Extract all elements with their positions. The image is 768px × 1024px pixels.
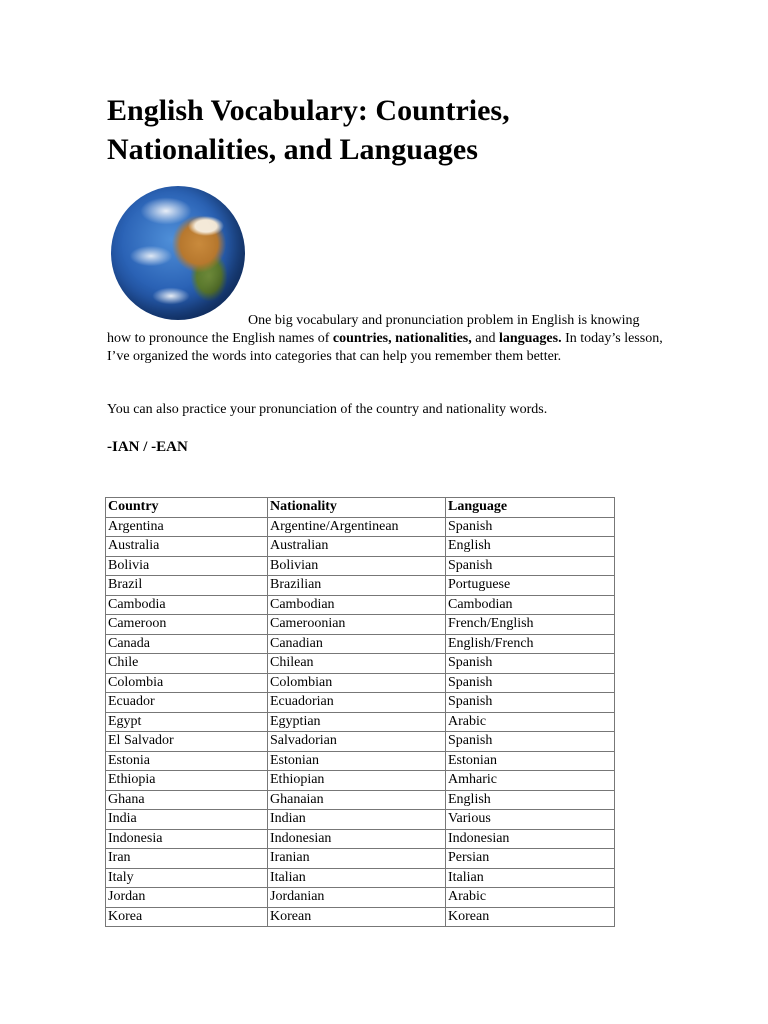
cell-country: Estonia (106, 751, 268, 771)
page-title: English Vocabulary: Countries, Nationalities, and Languages (107, 94, 510, 166)
table-row (106, 615, 615, 635)
cell-nationality: Ghanaian (268, 790, 446, 810)
cell-country: Jordan (106, 888, 268, 908)
table-row (106, 888, 615, 908)
cell-nationality: Brazilian (268, 576, 446, 596)
cell-country: El Salvador (106, 732, 268, 752)
cell-nationality: Indian (268, 810, 446, 830)
table-row (106, 556, 615, 576)
cell-nationality: Ethiopian (268, 771, 446, 791)
intro-paragraph (107, 312, 667, 366)
table-row (106, 751, 615, 771)
table-row (106, 810, 615, 830)
intro-text-1: One big vocabulary and pronunciation problem in English is knowing how to pronounce the English names of (107, 313, 640, 346)
cell-language: Cambodian (446, 595, 615, 615)
cell-nationality: Egyptian (268, 712, 446, 732)
cell-language: Amharic (446, 771, 615, 791)
vocabulary-table (105, 497, 615, 927)
cell-country: Egypt (106, 712, 268, 732)
table-header-row (106, 498, 615, 518)
cell-nationality: Korean (268, 907, 446, 927)
cell-country: Ecuador (106, 693, 268, 713)
cell-language: Korean (446, 907, 615, 927)
cell-country: Colombia (106, 673, 268, 693)
cell-country: Cameroon (106, 615, 268, 635)
cell-language: Spanish (446, 654, 615, 674)
table-row (106, 693, 615, 713)
cell-nationality: Estonian (268, 751, 446, 771)
cell-nationality: Bolivian (268, 556, 446, 576)
table-row (106, 517, 615, 537)
intro-text-3: In today’s lesson, I’ve organized the words into categories that can help you remember them better. (107, 331, 663, 364)
cell-nationality: Cameroonian (268, 615, 446, 635)
cell-nationality: Jordanian (268, 888, 446, 908)
cell-language: Italian (446, 868, 615, 888)
intro-bold-2: languages. (498, 331, 562, 346)
table-row (106, 771, 615, 791)
section-heading: -IAN / -EAN (107, 439, 188, 455)
cell-language: Arabic (446, 888, 615, 908)
table-row (106, 634, 615, 654)
cell-country: Argentina (106, 517, 268, 537)
cell-country: Brazil (106, 576, 268, 596)
cell-language: English (446, 537, 615, 557)
cell-country: Korea (106, 907, 268, 927)
table-row (106, 849, 615, 869)
cell-language: French/English (446, 615, 615, 635)
cell-language: Portuguese (446, 576, 615, 596)
intro-text-2: and (471, 331, 499, 346)
table-row (106, 537, 615, 557)
cell-country: Indonesia (106, 829, 268, 849)
cell-country: Italy (106, 868, 268, 888)
table-row (106, 732, 615, 752)
cell-country: Ghana (106, 790, 268, 810)
cell-nationality: Canadian (268, 634, 446, 654)
cell-country: Iran (106, 849, 268, 869)
cell-country: Australia (106, 537, 268, 557)
cell-language: Estonian (446, 751, 615, 771)
cell-country: Bolivia (106, 556, 268, 576)
cell-nationality: Ecuadorian (268, 693, 446, 713)
table-row (106, 654, 615, 674)
cell-country: Chile (106, 654, 268, 674)
practice-paragraph: You can also practice your pronunciation of the country and nationality words. (107, 402, 548, 417)
header-country: Country (106, 498, 268, 518)
cell-country: Cambodia (106, 595, 268, 615)
cell-language: Spanish (446, 556, 615, 576)
table-row (106, 829, 615, 849)
cell-language: English/French (446, 634, 615, 654)
cell-country: Canada (106, 634, 268, 654)
cell-country: India (106, 810, 268, 830)
table-row (106, 790, 615, 810)
intro-bold-1: countries, nationalities, (332, 331, 472, 346)
cell-language: Arabic (446, 712, 615, 732)
cell-nationality: Indonesian (268, 829, 446, 849)
cell-nationality: Iranian (268, 849, 446, 869)
cell-language: Spanish (446, 673, 615, 693)
cell-language: Spanish (446, 517, 615, 537)
cell-language: Indonesian (446, 829, 615, 849)
cell-nationality: Colombian (268, 673, 446, 693)
table-row (106, 576, 615, 596)
cell-country: Ethiopia (106, 771, 268, 791)
table-row (106, 673, 615, 693)
table-row (106, 712, 615, 732)
cell-language: Spanish (446, 732, 615, 752)
cell-language: Persian (446, 849, 615, 869)
cell-nationality: Chilean (268, 654, 446, 674)
table-row (106, 907, 615, 927)
header-language: Language (446, 498, 615, 518)
table-row (106, 868, 615, 888)
cell-nationality: Australian (268, 537, 446, 557)
cell-nationality: Salvadorian (268, 732, 446, 752)
table-row (106, 595, 615, 615)
cell-nationality: Cambodian (268, 595, 446, 615)
header-nationality: Nationality (268, 498, 446, 518)
cell-nationality: Italian (268, 868, 446, 888)
cell-nationality: Argentine/Argentinean (268, 517, 446, 537)
cell-language: Various (446, 810, 615, 830)
cell-language: Spanish (446, 693, 615, 713)
cell-language: English (446, 790, 615, 810)
globe-image (111, 186, 245, 320)
